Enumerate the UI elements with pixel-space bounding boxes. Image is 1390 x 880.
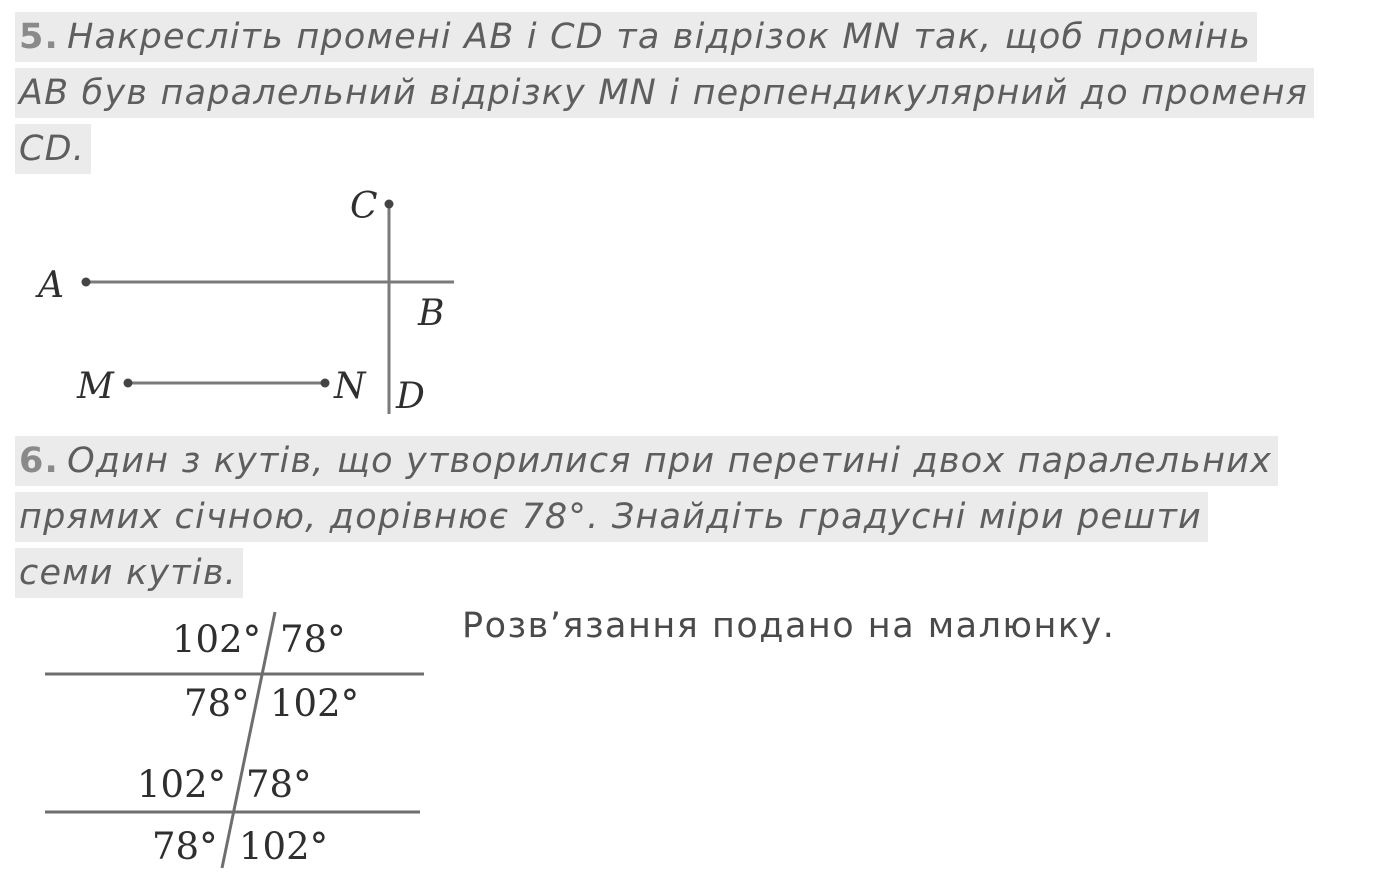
task6-line-2: прямих січною, дорівнює 78°. Знайдіть градусні міри решти: [15, 492, 1208, 542]
task5-line-2: AB був паралельний відрізку MN і перпендикулярний до променя: [15, 68, 1314, 118]
label-d: D: [396, 376, 425, 417]
label-b: B: [418, 293, 445, 334]
angle-upper-top-right: 78°: [280, 618, 346, 661]
task6-text-1: Один з кутів, що утворилися при перетині двох паралельних: [67, 441, 1273, 481]
angle-lower-bottom-right: 102°: [239, 825, 329, 868]
angle-lower-bottom-left: 78°: [152, 825, 218, 868]
angle-lower-top-left: 102°: [137, 763, 227, 806]
angle-upper-bottom-left: 78°: [184, 682, 250, 725]
label-n: N: [334, 366, 366, 407]
angle-upper-bottom-right: 102°: [270, 682, 360, 725]
task6-line-3: семи кутів.: [15, 548, 243, 598]
label-m: M: [77, 366, 114, 407]
task5-text-1: Накресліть промені AB і CD та відрізок MN так, щоб промінь: [67, 17, 1252, 57]
angle-upper-top-left: 102°: [172, 618, 262, 661]
task6-number: 6.: [19, 441, 60, 481]
task5-line-3: CD.: [15, 124, 91, 174]
solution-note: Розв’язання подано на малюнку.: [462, 606, 1116, 646]
task5-number: 5.: [19, 17, 60, 57]
angle-lower-top-right: 78°: [246, 763, 312, 806]
label-c: C: [350, 186, 378, 227]
label-a: A: [38, 265, 64, 306]
